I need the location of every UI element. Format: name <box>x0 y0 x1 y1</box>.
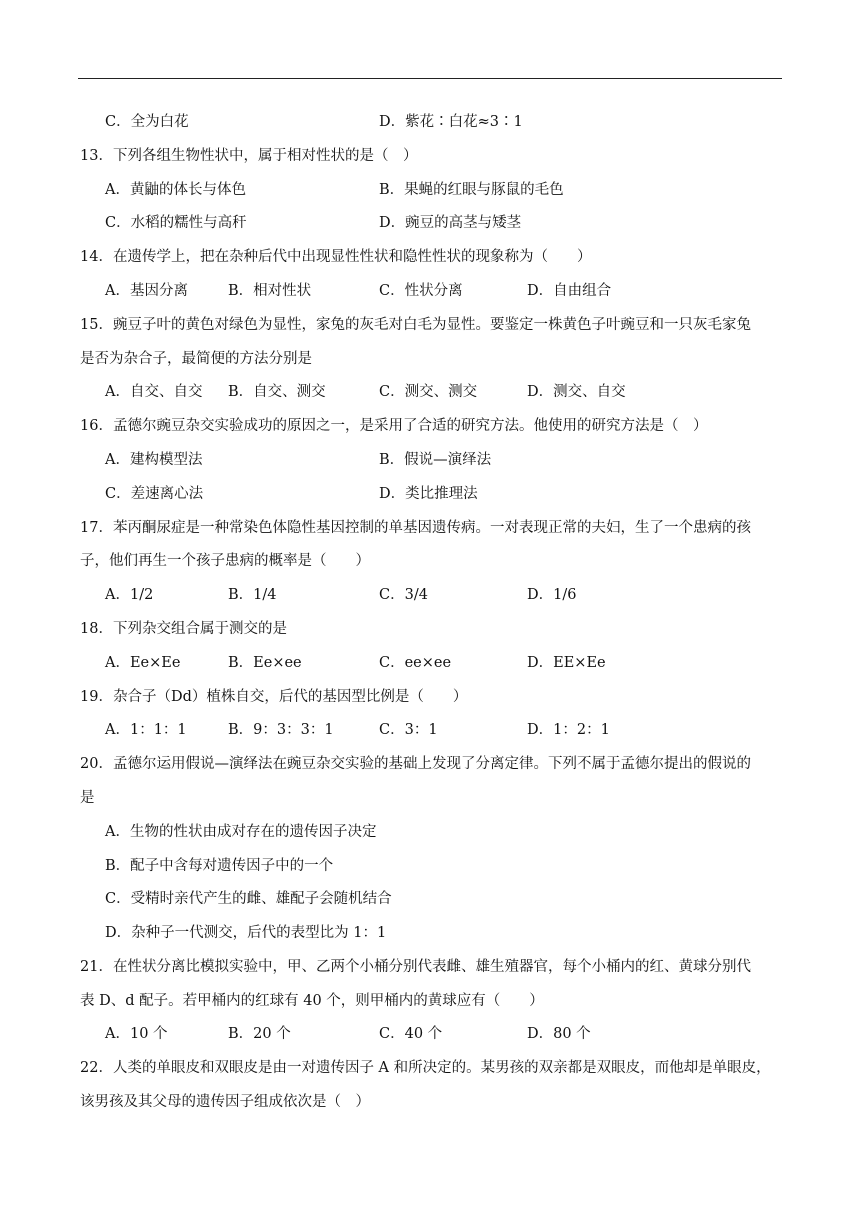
question-22-line-1: 22．人类的单眼皮和双眼皮是由一对遗传因子 A 和所决定的。某男孩的双亲都是双眼皮，而他却是单眼皮， <box>80 1060 771 1076</box>
q21-option-b: B．20 个 <box>228 1026 291 1042</box>
q21-option-c: C．40 个 <box>379 1026 443 1042</box>
q19-option-d: D．1：2：1 <box>527 722 610 738</box>
q14-option-a: A．基因分离 <box>105 283 188 299</box>
option-d-prev: D．紫花∶白花≈3∶1 <box>379 114 523 130</box>
q19-option-c: C．3：1 <box>379 722 438 738</box>
question-15-line-2: 是否为杂合子，最简便的方法分别是 <box>80 351 312 367</box>
question-15-line-1: 15．豌豆子叶的黄色对绿色为显性，家兔的灰毛对白毛为显性。要鉴定一株黄色子叶豌豆和一只灰毛家兔 <box>80 317 751 333</box>
q16-option-c: C．差速离心法 <box>105 486 204 502</box>
question-13: 13．下列各组生物性状中，属于相对性状的是（ ） <box>80 148 418 164</box>
q14-option-c: C．性状分离 <box>379 283 463 299</box>
q19-option-b: B．9：3：3：1 <box>228 722 334 738</box>
option-c-prev: C．全为白花 <box>105 114 189 130</box>
q17-option-d: D．1/6 <box>527 587 577 603</box>
q20-option-c: C．受精时亲代产生的雌、雄配子会随机结合 <box>105 891 392 907</box>
q16-option-a: A．建构模型法 <box>105 452 203 468</box>
q15-option-a: A．自交、自交 <box>105 384 203 400</box>
q20-option-a: A．生物的性状由成对存在的遗传因子决定 <box>105 824 377 840</box>
q18-option-b: B．Ee×ee <box>228 655 302 671</box>
question-16: 16．孟德尔豌豆杂交实验成功的原因之一，是采用了合适的研究方法。他使用的研究方法是（ ） <box>80 418 708 434</box>
q14-option-d: D．自由组合 <box>527 283 612 299</box>
question-20-line-1: 20．孟德尔运用假说—演绎法在豌豆杂交实验的基础上发现了分离定律。下列不属于孟德尔提出的假说的 <box>80 756 751 772</box>
q18-option-a: A．Ee×Ee <box>105 655 181 671</box>
q19-option-a: A．1：1：1 <box>105 722 187 738</box>
q14-option-b: B．相对性状 <box>228 283 312 299</box>
question-22-line-2: 该男孩及其父母的遗传因子组成依次是（ ） <box>80 1094 370 1110</box>
q18-option-c: C．ee×ee <box>379 655 452 671</box>
q13-option-a: A．黄鼬的体长与体色 <box>105 182 246 198</box>
question-14: 14．在遗传学上，把在杂种后代中出现显性性状和隐性性状的现象称为（ ） <box>80 249 592 265</box>
question-17-line-1: 17．苯丙酮尿症是一种常染色体隐性基因控制的单基因遗传病。一对表现正常的夫妇，生了一个患病的孩 <box>80 520 751 536</box>
q16-option-d: D．类比推理法 <box>379 486 478 502</box>
q17-option-b: B．1/4 <box>228 587 277 603</box>
q15-option-d: D．测交、自交 <box>527 384 626 400</box>
question-21-line-1: 21．在性状分离比模拟实验中，甲、乙两个小桶分别代表雌、雄生殖器官，每个小桶内的红、黄球分别代 <box>80 959 751 975</box>
q15-option-b: B．自交、测交 <box>228 384 326 400</box>
question-21-line-2: 表 D、d 配子。若甲桶内的红球有 40 个，则甲桶内的黄球应有（ ） <box>80 993 544 1009</box>
question-18: 18．下列杂交组合属于测交的是 <box>80 621 287 637</box>
q13-option-c: C．水稻的糯性与高秆 <box>105 215 247 231</box>
q13-option-b: B．果蝇的红眼与豚鼠的毛色 <box>379 182 564 198</box>
question-20-line-2: 是 <box>80 790 95 806</box>
q17-option-a: A．1/2 <box>105 587 154 603</box>
q21-option-d: D．80 个 <box>527 1026 591 1042</box>
q13-option-d: D．豌豆的高茎与矮茎 <box>379 215 522 231</box>
q21-option-a: A．10 个 <box>105 1026 168 1042</box>
question-17-line-2: 子，他们再生一个孩子患病的概率是（ ） <box>80 553 370 569</box>
question-19: 19．杂合子（Dd）植株自交，后代的基因型比例是（ ） <box>80 689 468 705</box>
q17-option-c: C．3/4 <box>379 587 428 603</box>
q20-option-d: D．杂种子一代测交，后代的表型比为 1：1 <box>105 925 387 941</box>
q15-option-c: C．测交、测交 <box>379 384 478 400</box>
q18-option-d: D．EE×Ee <box>527 655 606 671</box>
q16-option-b: B．假说—演绎法 <box>379 452 492 468</box>
header-rule <box>78 78 782 79</box>
q20-option-b: B．配子中含每对遗传因子中的一个 <box>105 858 334 874</box>
